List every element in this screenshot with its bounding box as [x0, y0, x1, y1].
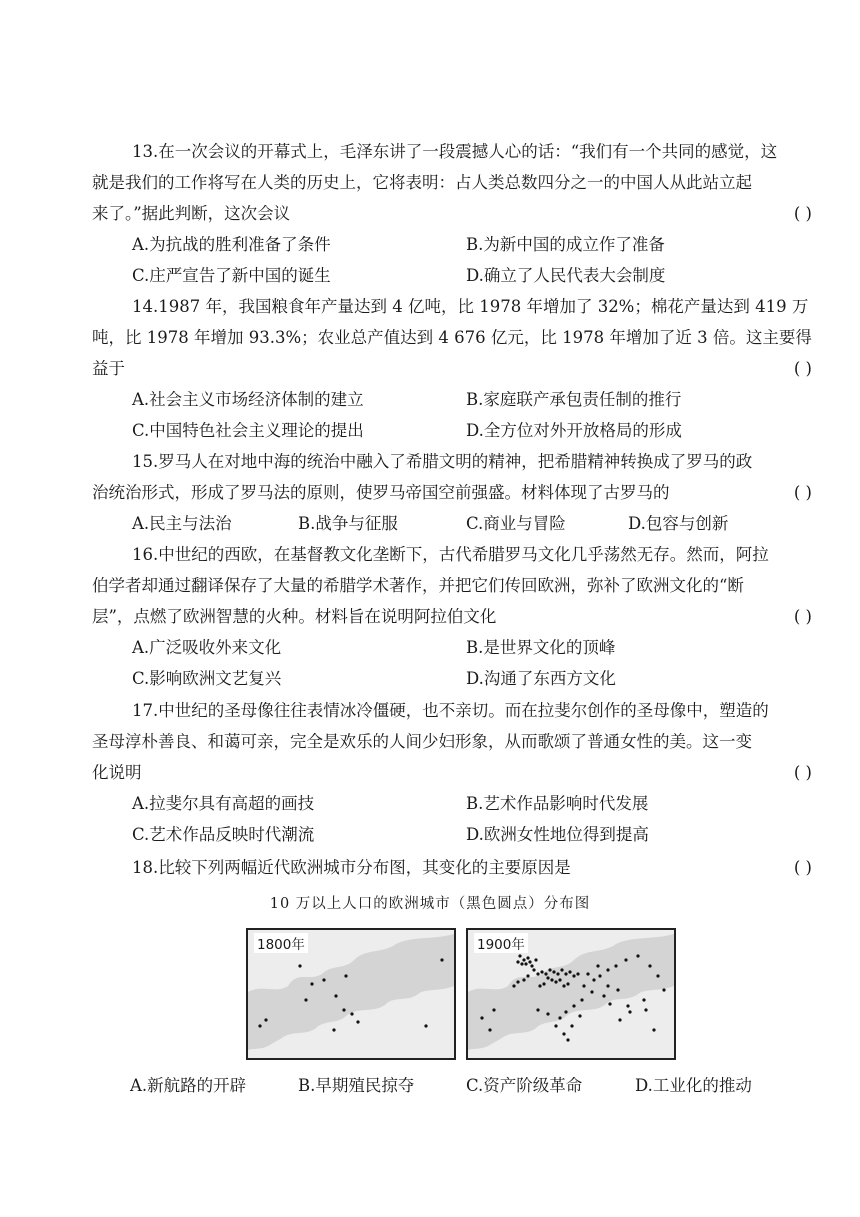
option-b[interactable]: B.战争与征服	[298, 514, 398, 533]
option-c[interactable]: C.庄严宣告了新中国的诞生	[132, 266, 331, 285]
city-dot	[534, 958, 537, 961]
question-text: 18.比较下列两幅近代欧洲城市分布图，其变化的主要原因是	[132, 858, 571, 877]
option-c[interactable]: C.艺术作品反映时代潮流	[132, 825, 315, 844]
city-dot	[550, 978, 553, 981]
options-row	[92, 260, 812, 291]
question-text: 化说明	[92, 763, 142, 782]
question-text-line	[92, 601, 812, 632]
city-dot	[556, 972, 559, 975]
city-dot	[648, 964, 651, 967]
question-text-line: 15.罗马人在对地中海的统治中融入了希腊文明的精神，把希腊精神转换成了罗马的政	[132, 452, 753, 471]
city-dot	[264, 1018, 267, 1021]
city-dot	[512, 984, 515, 987]
answer-bracket[interactable]: ( )	[793, 607, 812, 626]
city-dot	[492, 1008, 495, 1011]
city-dot	[356, 1020, 359, 1023]
option-d[interactable]: D.欧洲女性地位得到提高	[466, 825, 649, 844]
option-a[interactable]: A.为抗战的胜利准备了条件	[132, 235, 331, 254]
question-text-line	[92, 353, 812, 384]
question-text-line: 圣母淳朴善良、和蔼可亲，完全是欢乐的人间少妇形象，从而歌颂了普通女性的美。这一变	[92, 732, 752, 751]
city-dot	[342, 1008, 345, 1011]
option-d[interactable]: D.工业化的推动	[635, 1076, 752, 1095]
city-dot	[440, 958, 443, 961]
city-dot	[570, 1024, 573, 1027]
city-dot	[624, 958, 627, 961]
city-dot	[596, 964, 599, 967]
answer-bracket[interactable]: ( )	[793, 359, 812, 378]
city-dot	[528, 960, 531, 963]
map-1800	[246, 928, 456, 1060]
answer-bracket[interactable]: ( )	[793, 858, 812, 877]
city-dot	[546, 1012, 549, 1015]
options-row	[92, 384, 812, 415]
option-d[interactable]: D.确立了人民代表大会制度	[466, 266, 666, 285]
option-a[interactable]: A.拉斐尔具有高超的画技	[132, 794, 315, 813]
city-dot	[558, 978, 561, 981]
answer-bracket[interactable]: ( )	[793, 204, 812, 223]
city-dot	[564, 972, 567, 975]
city-dot	[322, 978, 325, 981]
options-row	[92, 508, 812, 539]
city-dot	[614, 964, 617, 967]
question-text: 益于	[92, 359, 125, 378]
question-text: 治统治形式，形成了罗马法的原则，使罗马帝国空前强盛。材料体现了古罗马的	[92, 483, 670, 502]
city-dot	[518, 954, 521, 957]
option-c[interactable]: C.资产阶级革命	[466, 1076, 583, 1095]
city-dot	[304, 998, 307, 1001]
city-dot	[636, 954, 639, 957]
question-text: 层”，点燃了欧洲智慧的火种。材料旨在说明阿拉伯文化	[92, 607, 497, 626]
city-dot	[524, 962, 527, 965]
city-dot	[560, 968, 563, 971]
city-dot	[606, 968, 609, 971]
city-dot	[590, 990, 593, 993]
option-a[interactable]: A.新航路的开辟	[130, 1076, 247, 1095]
city-dot	[522, 958, 525, 961]
option-b[interactable]: B.家庭联产承包责任制的推行	[466, 390, 682, 409]
city-dot	[566, 1038, 569, 1041]
city-dot	[424, 1024, 427, 1027]
city-dot	[480, 1016, 483, 1019]
answer-bracket[interactable]: ( )	[793, 483, 812, 502]
option-d[interactable]: D.包容与创新	[628, 514, 729, 533]
options-row	[92, 663, 812, 694]
city-dot	[568, 970, 571, 973]
city-dot	[554, 980, 557, 983]
city-dot	[344, 974, 347, 977]
city-dot	[542, 982, 545, 985]
map-year-label: 1900年	[474, 933, 528, 953]
city-dot	[350, 1012, 353, 1015]
city-dot	[310, 982, 313, 985]
city-dot	[552, 970, 555, 973]
options-row	[92, 819, 812, 850]
option-c[interactable]: C.中国特色社会主义理论的提出	[132, 421, 364, 440]
question-text-line	[92, 477, 812, 508]
option-a[interactable]: A.社会主义市场经济体制的建立	[132, 390, 364, 409]
option-a[interactable]: A.广泛吸收外来文化	[132, 638, 282, 657]
city-dot	[652, 1028, 655, 1031]
city-dot	[298, 964, 301, 967]
city-dot	[592, 978, 595, 981]
option-d[interactable]: D.全方位对外开放格局的形成	[466, 421, 682, 440]
city-dot	[566, 982, 569, 985]
city-dot	[530, 964, 533, 967]
question-text-line: 14.1987 年，我国粮食年产量达到 4 亿吨，比 1978 年增加了 32%；棉花产量达到 419 万	[132, 297, 809, 316]
city-dot	[602, 994, 605, 997]
option-d[interactable]: D.沟通了东西方文化	[466, 669, 616, 688]
city-dot	[554, 1024, 557, 1027]
question-text-line: 13.在一次会议的开幕式上，毛泽东讲了一段震撼人心的话：“我们有一个共同的感觉，这	[132, 142, 778, 161]
city-dot	[544, 972, 547, 975]
city-dot	[334, 994, 337, 997]
question-16	[92, 539, 812, 694]
city-dot	[540, 970, 543, 973]
city-dot	[578, 1014, 581, 1017]
options-row	[92, 632, 812, 663]
question-18	[92, 852, 812, 883]
map-1900	[466, 928, 676, 1060]
city-dot	[628, 1010, 631, 1013]
city-dot	[644, 1008, 647, 1011]
question-text-line: 伯学者却通过翻译保存了大量的希腊学术著作，并把它们传回欧洲，弥补了欧洲文化的“断	[92, 576, 744, 595]
question-13	[92, 136, 812, 291]
option-b[interactable]: B.艺术作品影响时代发展	[466, 794, 649, 813]
question-text-line: 就是我们的工作将写在人类的历史上，它将表明：占人类总数四分之一的中国人从此站立起	[92, 173, 752, 192]
city-dot	[618, 1018, 621, 1021]
option-c[interactable]: C.影响欧洲文艺复兴	[132, 669, 282, 688]
question-14	[92, 291, 812, 446]
city-dot	[606, 984, 609, 987]
city-dot	[580, 998, 583, 1001]
city-dot	[258, 1024, 261, 1027]
option-b[interactable]: B.是世界文化的顶峰	[466, 638, 616, 657]
city-dot	[564, 1010, 567, 1013]
city-dot	[582, 984, 585, 987]
question-text-line	[92, 198, 812, 229]
city-dot	[526, 974, 529, 977]
city-dot	[526, 956, 529, 959]
city-dot	[662, 988, 665, 991]
city-dot	[642, 998, 645, 1001]
option-b[interactable]: B.为新中国的成立作了准备	[466, 235, 665, 254]
figure-caption: 10 万以上人口的欧洲城市（黑色圆点）分布图	[269, 896, 591, 912]
map-year-label: 1800年	[254, 933, 308, 953]
question-17	[92, 695, 812, 850]
options-row	[92, 788, 812, 819]
city-dot	[558, 1016, 561, 1019]
city-dot	[598, 974, 601, 977]
option-a[interactable]: A.民主与法治	[132, 514, 232, 533]
city-dot	[516, 960, 519, 963]
question-text-line: 吨，比 1978 年增加 93.3%；农业总产值达到 4 676 亿元，比 1978 年增加了近 3 倍。这主要得	[92, 328, 812, 347]
city-dot	[332, 1028, 335, 1031]
question-text-line	[92, 757, 812, 788]
answer-bracket[interactable]: ( )	[793, 763, 812, 782]
city-dot	[488, 1028, 491, 1031]
city-dot	[576, 972, 579, 975]
option-b[interactable]: B.早期殖民掠夺	[298, 1076, 415, 1095]
city-dot	[548, 968, 551, 971]
city-dot	[520, 962, 523, 965]
question-text: 来了。”据此判断，这次会议	[92, 204, 291, 223]
city-dot	[546, 976, 549, 979]
question-15	[92, 446, 812, 539]
options-row	[92, 415, 812, 446]
city-dot	[516, 980, 519, 983]
options-row	[130, 1070, 790, 1101]
city-dot	[656, 974, 659, 977]
city-dot	[538, 984, 541, 987]
question-text-line: 17.中世纪的圣母像往往表情冰冷僵硬，也不亲切。而在拉斐尔创作的圣母像中，塑造的	[132, 701, 769, 720]
option-c[interactable]: C.商业与冒险	[466, 514, 566, 533]
city-dot	[536, 972, 539, 975]
city-dot	[626, 1004, 629, 1007]
question-18-options	[130, 1070, 790, 1101]
city-dot	[572, 974, 575, 977]
city-dot	[572, 1004, 575, 1007]
city-dot	[536, 1008, 539, 1011]
city-dot	[562, 984, 565, 987]
city-dot	[608, 1002, 611, 1005]
question-text-line: 16.中世纪的西欧，在基督教文化垄断下，古代希腊罗马文化几乎荡然无存。然而，阿拉	[132, 545, 769, 564]
city-dot	[532, 968, 535, 971]
city-dot	[586, 972, 589, 975]
city-dot	[616, 988, 619, 991]
city-dot	[562, 1032, 565, 1035]
city-dot	[522, 978, 525, 981]
question-text-line	[92, 852, 812, 883]
options-row	[92, 229, 812, 260]
